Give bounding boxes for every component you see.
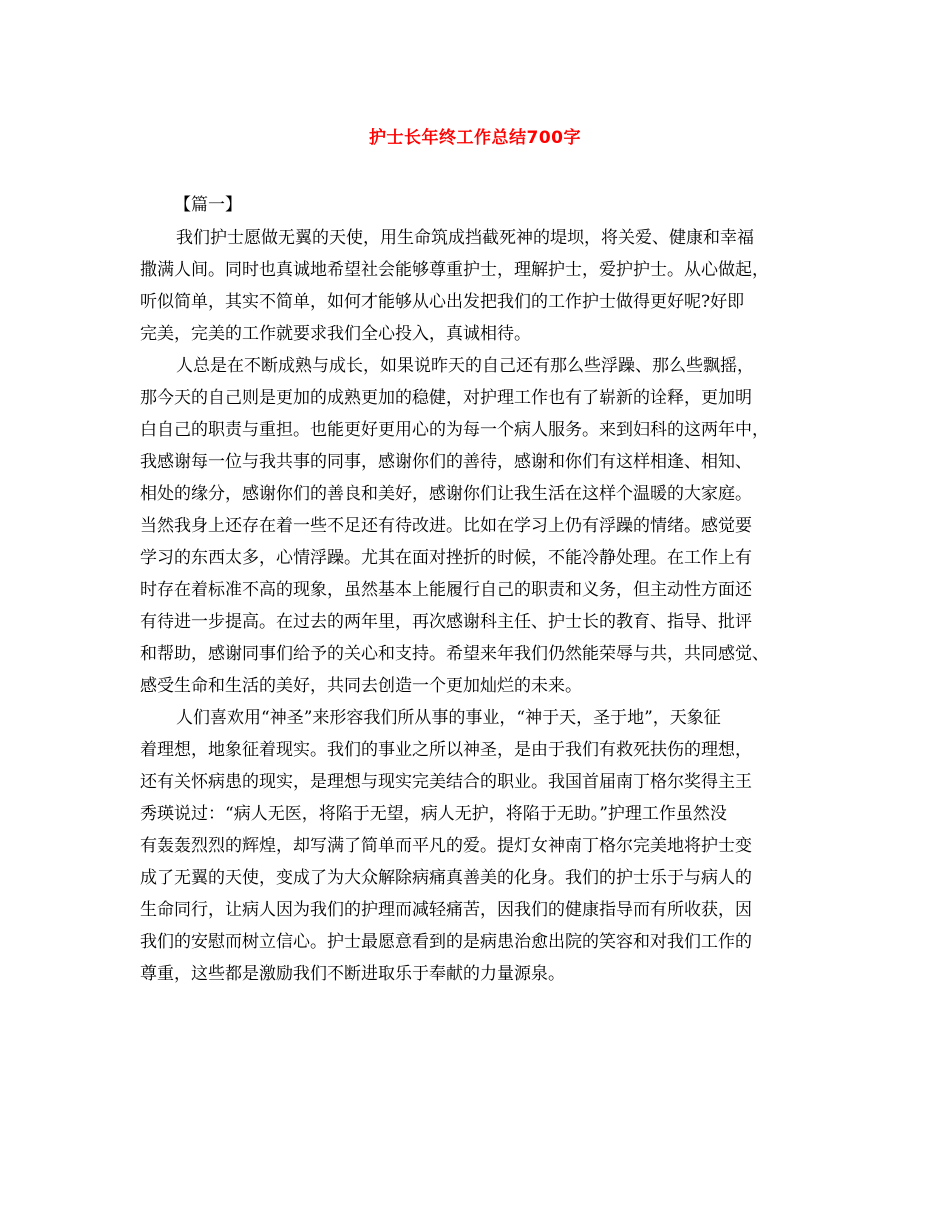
- paragraph-line: 时存在着标准不高的现象，虽然基本上能履行自己的职责和义务，但主动性方面还: [140, 580, 752, 600]
- paragraph-line: 我们的安慰而树立信心。护士最愿意看到的是病患治愈出院的笑容和对我们工作的: [140, 932, 752, 952]
- paragraph-line: 还有关怀病患的现实，是理想与现实完美结合的职业。我国首届南丁格尔奖得主王: [140, 772, 752, 792]
- paragraph-line: 有待进一步提高。在过去的两年里，再次感谢科主任、护士长的教育、指导、批评: [140, 612, 752, 632]
- paragraph-line: 成了无翼的天使，变成了为大众解除病痛真善美的化身。我们的护士乐于与病人的: [140, 868, 752, 888]
- paragraph-line: 我们护士愿做无翼的天使，用生命筑成挡截死神的堤坝，将关爱、健康和幸福: [176, 228, 754, 248]
- paragraph-line: 相处的缘分，感谢你们的善良和美好，感谢你们让我生活在这样个温暖的大家庭。: [140, 484, 752, 504]
- paragraph-line: 秀瑛说过：“病人无医，将陷于无望，病人无护，将陷于无助。”护理工作虽然没: [140, 804, 727, 824]
- paragraph-1: [140, 222, 820, 350]
- section-label: 【篇一】: [174, 195, 242, 215]
- paragraph-line: 有轰轰烈烈的辉煌，却写满了简单而平凡的爱。提灯女神南丁格尔完美地将护士变: [140, 836, 752, 856]
- paragraph-3: [140, 702, 820, 990]
- paragraph-line: 人们喜欢用“神圣”来形容我们所从事的事业，“神于天，圣于地”，天象征: [176, 708, 721, 728]
- paragraph-line: 着理想，地象征着现实。我们的事业之所以神圣，是由于我们有救死扶伤的理想，: [140, 740, 752, 760]
- paragraph-line: 学习的东西太多，心情浮躁。尤其在面对挫折的时候，不能冷静处理。在工作上有: [140, 548, 752, 568]
- paragraph-line: 听似简单，其实不简单，如何才能够从心出发把我们的工作护士做得更好呢?好即: [140, 292, 745, 312]
- paragraph-line: 我感谢每一位与我共事的同事，感谢你们的善待，感谢和你们有这样相逢、相知、: [140, 452, 752, 472]
- paragraph-line: 和帮助，感谢同事们给予的关心和支持。希望来年我们仍然能荣辱与共，共同感觉、: [140, 644, 769, 664]
- paragraph-line: 那今天的自己则是更加的成熟更加的稳健，对护理工作也有了崭新的诠释，更加明: [140, 388, 752, 408]
- paragraph-2: [140, 350, 820, 702]
- paragraph-line: 当然我身上还存在着一些不足还有待改进。比如在学习上仍有浮躁的情绪。感觉要: [140, 516, 752, 536]
- paragraph-line: 白自己的职责与重担。也能更好更用心的为每一个病人服务。来到妇科的这两年中，: [140, 420, 769, 440]
- document-body: [140, 222, 820, 990]
- paragraph-line: 人总是在不断成熟与成长，如果说昨天的自己还有那么些浮躁、那么些飘摇，: [176, 356, 754, 376]
- paragraph-line: 完美，完美的工作就要求我们全心投入，真诚相待。: [140, 324, 531, 344]
- document-title: 护士长年终工作总结700字: [369, 128, 581, 148]
- paragraph-line: 感受生命和生活的美好，共同去创造一个更加灿烂的未来。: [140, 676, 582, 696]
- paragraph-line: 尊重，这些都是激励我们不断进取乐于奉献的力量源泉。: [140, 964, 565, 984]
- paragraph-line: 撒满人间。同时也真诚地希望社会能够尊重护士，理解护士，爱护护士。从心做起，: [140, 260, 769, 280]
- paragraph-line: 生命同行，让病人因为我们的护理而减轻痛苦，因我们的健康指导而有所收获，因: [140, 900, 752, 920]
